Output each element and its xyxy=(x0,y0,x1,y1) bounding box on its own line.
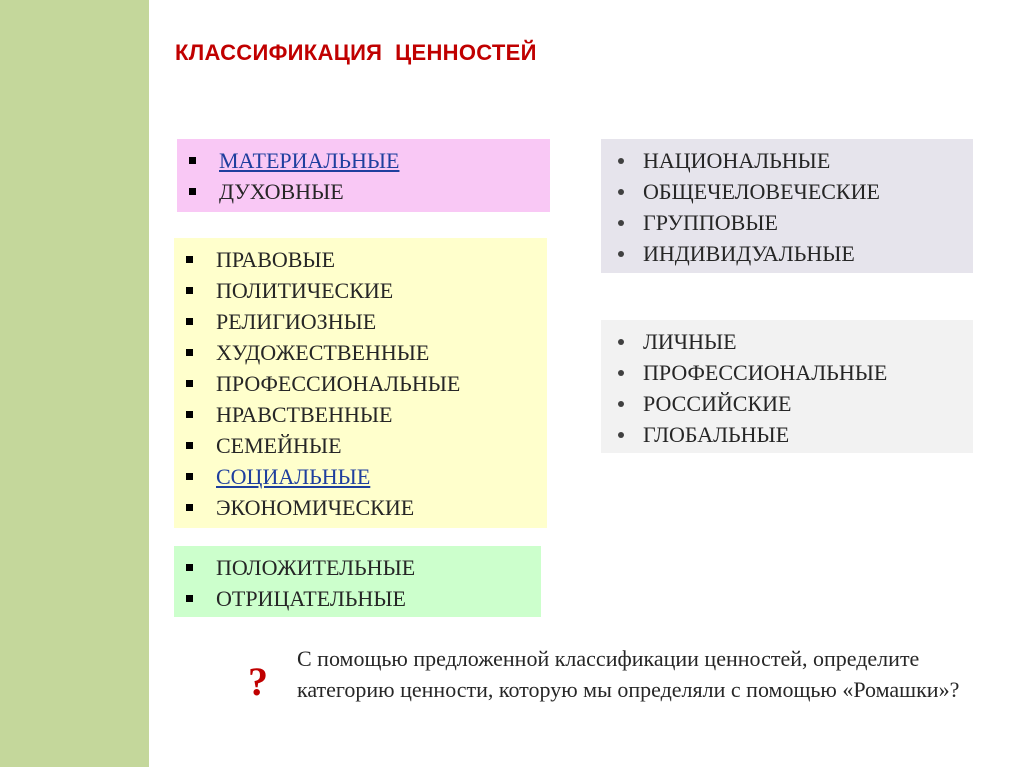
square-bullet-icon xyxy=(186,380,193,387)
item-label: СЕМЕЙНЫЕ xyxy=(216,433,342,458)
item-label: ОБЩЕЧЕЛОВЕЧЕСКИЕ xyxy=(643,179,880,204)
item-label: ЭКОНОМИЧЕСКИЕ xyxy=(216,495,415,520)
side-decorative-bar xyxy=(0,0,149,767)
list-item[interactable] xyxy=(177,145,550,176)
list-item xyxy=(601,207,973,238)
list-item xyxy=(174,368,547,399)
list-item xyxy=(174,399,547,430)
item-label: ОТРИЦАТЕЛЬНЫЕ xyxy=(216,586,406,611)
item-label: ДУХОВНЫЕ xyxy=(219,179,344,204)
square-bullet-icon xyxy=(186,287,193,294)
list-item xyxy=(601,238,973,269)
box-scale xyxy=(601,139,973,273)
list-item xyxy=(174,337,547,368)
item-label: ЛИЧНЫЕ xyxy=(643,329,737,354)
item-label: ХУДОЖЕСТВЕННЫЕ xyxy=(216,340,430,365)
dot-bullet-icon xyxy=(618,220,624,226)
dot-bullet-icon xyxy=(618,189,624,195)
square-bullet-icon xyxy=(186,473,193,480)
list-item xyxy=(601,145,973,176)
list-item xyxy=(601,326,973,357)
square-bullet-icon xyxy=(189,157,196,164)
box-positive-negative xyxy=(174,546,541,617)
item-label: ИНДИВИДУАЛЬНЫЕ xyxy=(643,241,855,266)
square-bullet-icon xyxy=(186,256,193,263)
list-item xyxy=(174,244,547,275)
slide-title: КЛАССИФИКАЦИЯ ЦЕННОСТЕЙ xyxy=(175,40,537,65)
dot-bullet-icon xyxy=(618,432,624,438)
item-label: ПРАВОВЫЕ xyxy=(216,247,336,272)
dot-bullet-icon xyxy=(618,251,624,257)
list-item xyxy=(601,176,973,207)
square-bullet-icon xyxy=(186,564,193,571)
square-bullet-icon xyxy=(189,188,196,195)
dot-bullet-icon xyxy=(618,158,624,164)
item-label: ПРОФЕССИОНАЛЬНЫЕ xyxy=(643,360,888,385)
list-item xyxy=(601,357,973,388)
list-item xyxy=(601,388,973,419)
list-item xyxy=(174,430,547,461)
dot-bullet-icon xyxy=(618,339,624,345)
dot-bullet-icon xyxy=(618,401,624,407)
question-text: С помощью предложенной классификации ценностей, определите категорию ценности, которую мы определяли с помощью «Ромашки»? xyxy=(297,646,960,702)
list-item xyxy=(174,306,547,337)
item-label: РЕЛИГИОЗНЫЕ xyxy=(216,309,377,334)
item-label: НРАВСТВЕННЫЕ xyxy=(216,402,393,427)
list-item xyxy=(177,176,550,207)
item-label: ПОЛОЖИТЕЛЬНЫЕ xyxy=(216,555,416,580)
item-label: ГРУППОВЫЕ xyxy=(643,210,778,235)
list-item xyxy=(174,275,547,306)
list-item[interactable] xyxy=(174,461,547,492)
square-bullet-icon xyxy=(186,595,193,602)
list-item xyxy=(174,552,541,583)
item-label: ПРОФЕССИОНАЛЬНЫЕ xyxy=(216,371,461,396)
item-label: НАЦИОНАЛЬНЫЕ xyxy=(643,148,831,173)
item-label: ГЛОБАЛЬНЫЕ xyxy=(643,422,790,447)
question-mark-icon: ? xyxy=(248,659,268,704)
link-material[interactable]: МАТЕРИАЛЬНЫЕ xyxy=(219,148,400,173)
square-bullet-icon xyxy=(186,504,193,511)
list-item xyxy=(174,583,541,614)
link-social[interactable]: СОЦИАЛЬНЫЕ xyxy=(216,464,371,489)
box-level xyxy=(601,320,973,453)
box-material-spiritual xyxy=(177,139,550,212)
square-bullet-icon xyxy=(186,442,193,449)
item-label: ПОЛИТИЧЕСКИЕ xyxy=(216,278,394,303)
square-bullet-icon xyxy=(186,349,193,356)
list-item xyxy=(174,492,547,523)
item-label: РОССИЙСКИЕ xyxy=(643,391,792,416)
list-item xyxy=(601,419,973,450)
dot-bullet-icon xyxy=(618,370,624,376)
square-bullet-icon xyxy=(186,411,193,418)
box-spheres xyxy=(174,238,547,528)
square-bullet-icon xyxy=(186,318,193,325)
